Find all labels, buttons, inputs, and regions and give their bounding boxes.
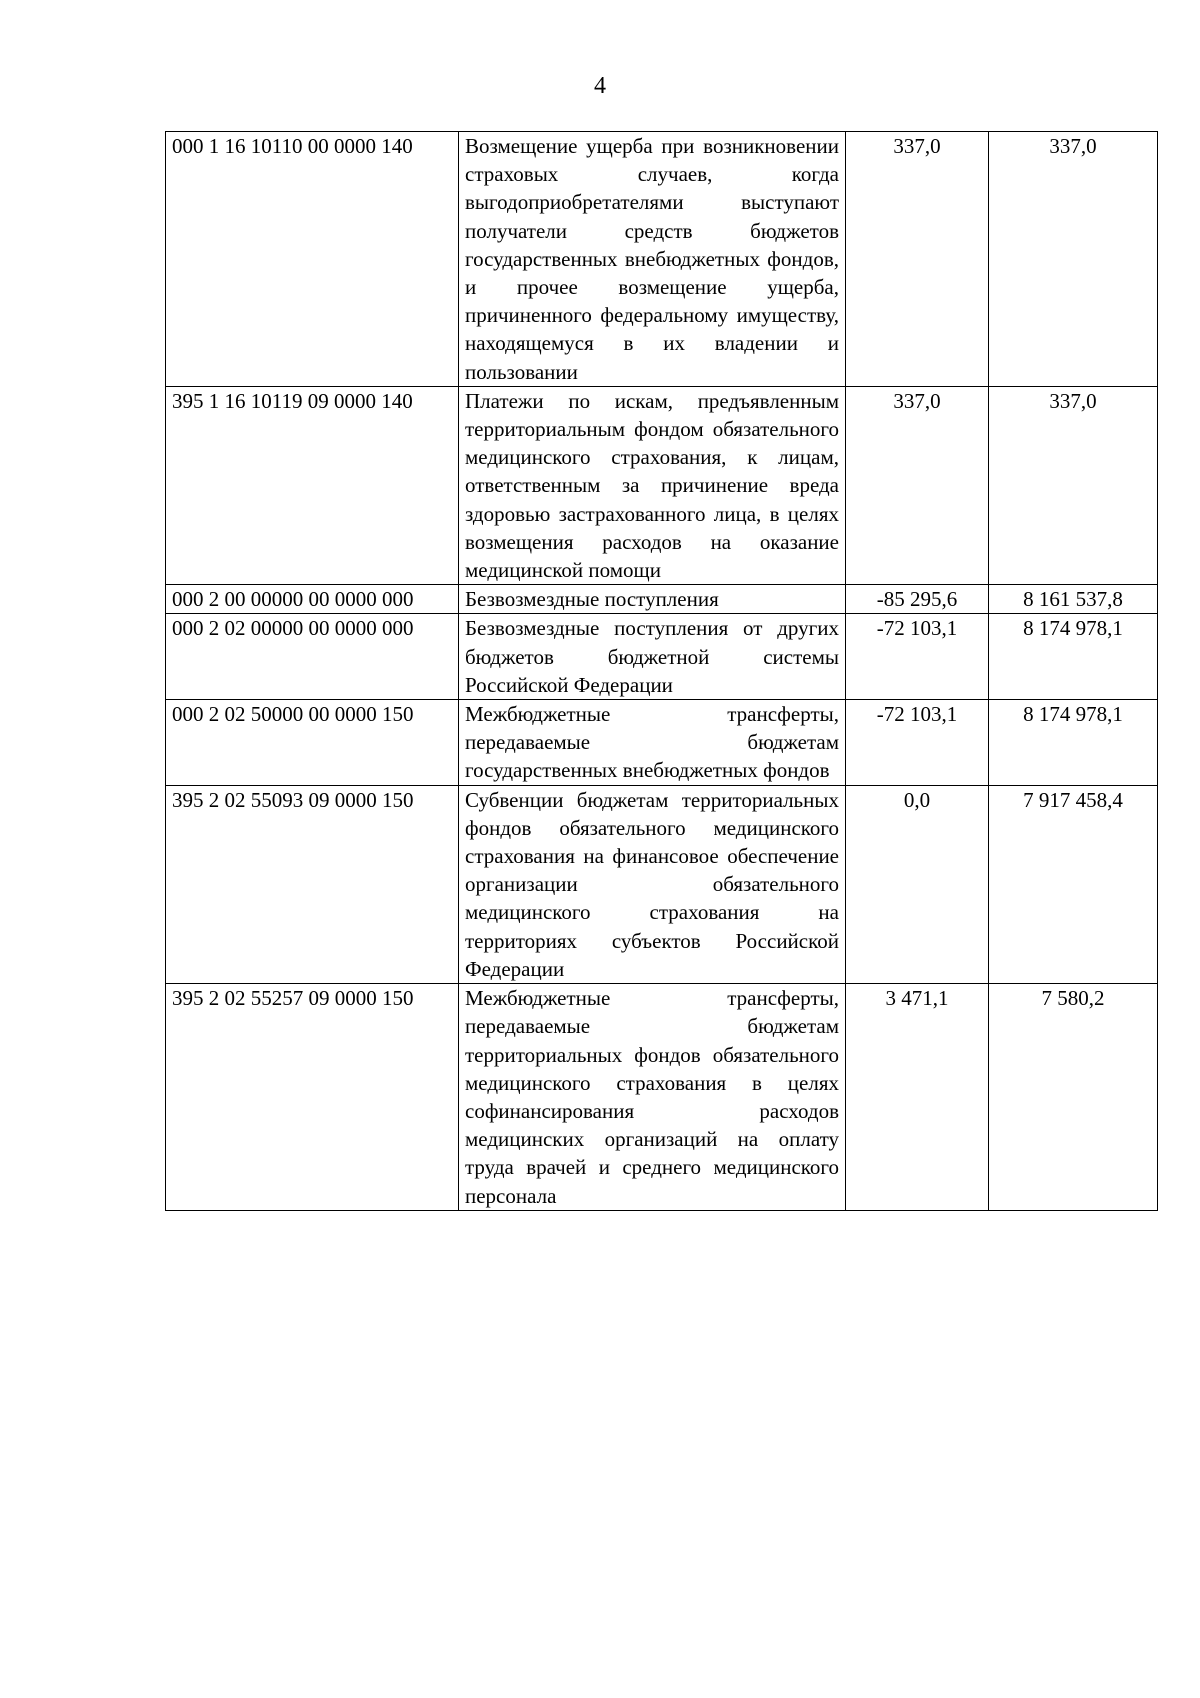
budget-code-cell: 000 2 00 00000 00 0000 000: [166, 585, 459, 614]
amount-change-cell: 0,0: [846, 785, 989, 983]
budget-code-cell: 395 2 02 55257 09 0000 150: [166, 984, 459, 1211]
amount-total-cell: 337,0: [989, 132, 1158, 387]
table-row: [166, 585, 1158, 614]
table-row: [166, 700, 1158, 786]
amount-total-cell: 7 917 458,4: [989, 785, 1158, 983]
budget-code-cell: 000 2 02 00000 00 0000 000: [166, 614, 459, 700]
amount-change-cell: -72 103,1: [846, 614, 989, 700]
table-row: [166, 386, 1158, 584]
budget-code-cell: 395 2 02 55093 09 0000 150: [166, 785, 459, 983]
amount-change-cell: 337,0: [846, 132, 989, 387]
amount-change-cell: 337,0: [846, 386, 989, 584]
revenue-name-cell: Возмещение ущерба при возникновении страховых случаев, когда выгодоприобретателями выступают получатели средств бюджетов государственных внебюджетных фондов, и прочее возмещение ущерба, причиненного федеральному имуществу, находящемуся в их владении и пользовании: [459, 132, 846, 387]
budget-code-cell: 395 1 16 10119 09 0000 140: [166, 386, 459, 584]
amount-total-cell: 337,0: [989, 386, 1158, 584]
amount-total-cell: 8 161 537,8: [989, 585, 1158, 614]
amount-change-cell: 3 471,1: [846, 984, 989, 1211]
budget-revenue-table: [165, 131, 1158, 1211]
table-row: [166, 132, 1158, 387]
table-row: [166, 785, 1158, 983]
budget-code-cell: 000 1 16 10110 00 0000 140: [166, 132, 459, 387]
amount-change-cell: -72 103,1: [846, 700, 989, 786]
amount-total-cell: 8 174 978,1: [989, 614, 1158, 700]
revenue-name-cell: Субвенции бюджетам территориальных фондов обязательного медицинского страхования на финансовое обеспечение организации обязательного медицинского страхования на территориях субъектов Российской Федерации: [459, 785, 846, 983]
page-number: 4: [594, 73, 606, 99]
table-row: [166, 984, 1158, 1211]
amount-total-cell: 7 580,2: [989, 984, 1158, 1211]
revenue-name-cell: Безвозмездные поступления от других бюджетов бюджетной системы Российской Федерации: [459, 614, 846, 700]
budget-code-cell: 000 2 02 50000 00 0000 150: [166, 700, 459, 786]
revenue-name-cell: Безвозмездные поступления: [459, 585, 846, 614]
amount-total-cell: 8 174 978,1: [989, 700, 1158, 786]
amount-change-cell: -85 295,6: [846, 585, 989, 614]
revenue-name-cell: Межбюджетные трансферты, передаваемые бюджетам государственных внебюджетных фондов: [459, 700, 846, 786]
table-row: [166, 614, 1158, 700]
revenue-name-cell: Межбюджетные трансферты, передаваемые бюджетам территориальных фондов обязательного медицинского страхования в целях софинансирования расходов медицинских организаций на оплату труда врачей и среднего медицинского персонала: [459, 984, 846, 1211]
revenue-name-cell: Платежи по искам, предъявленным территориальным фондом обязательного медицинского страхования, к лицам, ответственным за причинение вреда здоровью застрахованного лица, в целях возмещения расходов на оказание медицинской помощи: [459, 386, 846, 584]
